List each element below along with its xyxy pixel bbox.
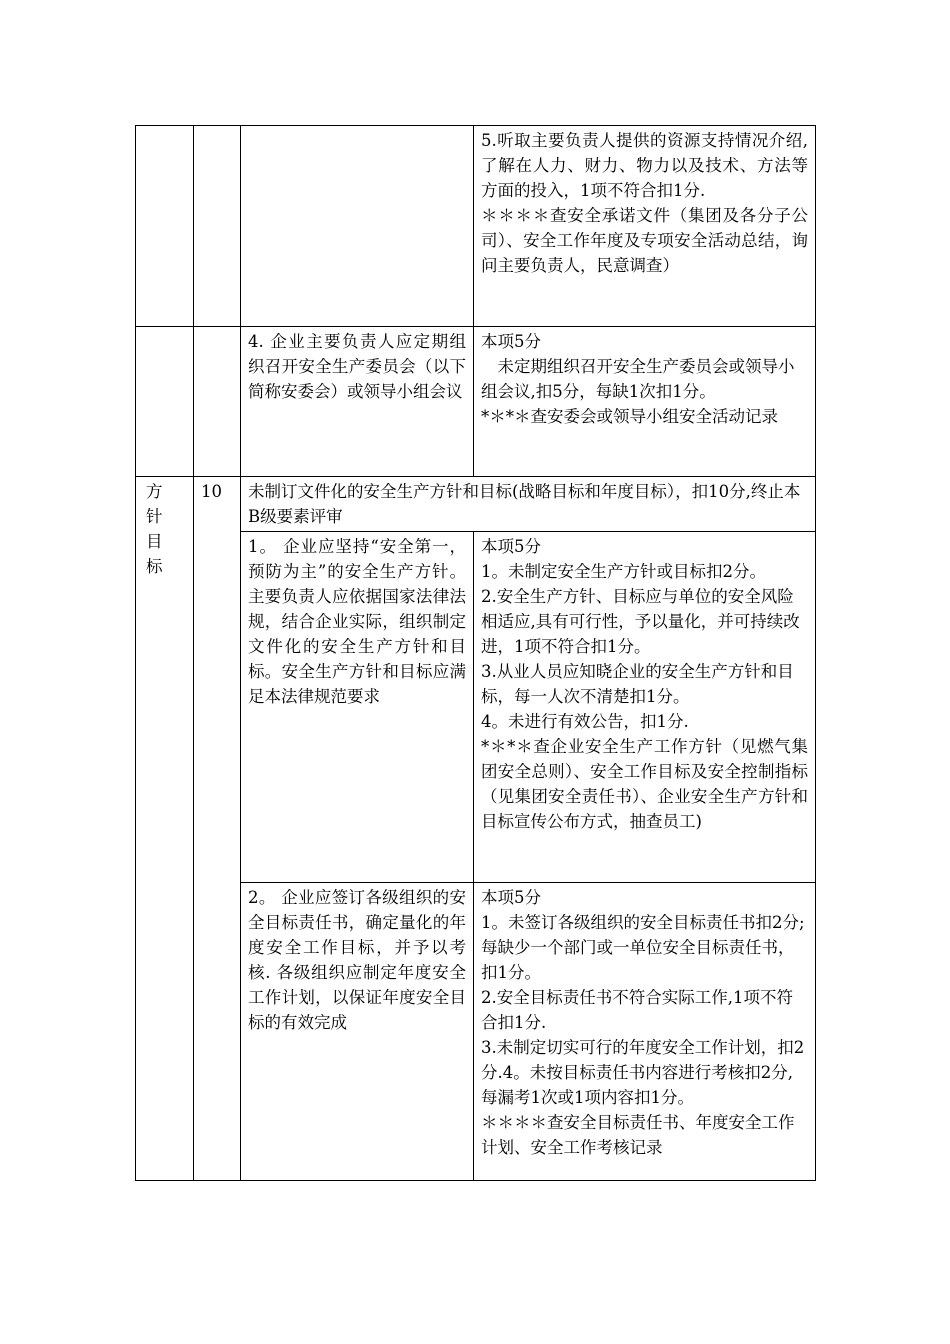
category-char: 方	[146, 482, 163, 501]
requirement-text: 4. 企业主要负责人应定期组织召开安全生产委员会（以下简称安委会）或领导小组会议	[248, 332, 466, 401]
criteria-line: 5.听取主要负责人提供的资源支持情况介绍,了解在人力、财力、物力以及技术、方法等方面的投入，1项不符合扣1分.	[481, 131, 808, 200]
criteria-line: 4。未进行有效公告，扣1分.	[481, 712, 689, 731]
score-cell	[194, 327, 241, 477]
requirement-cell	[241, 126, 474, 327]
category-char: 针	[146, 507, 163, 526]
criteria-line: 2.安全目标责任书不符合实际工作,1项不符合扣1分.	[481, 988, 793, 1032]
requirement-cell	[241, 327, 474, 477]
category-cell	[136, 327, 194, 477]
criteria-line: 本项5分	[481, 332, 541, 351]
score-value: 10	[201, 482, 222, 501]
criteria-line: 未定期组织召开安全生产委员会或领导小组会议,扣5分，每缺1次扣1分。	[481, 357, 795, 401]
criteria-line: 3.从业人员应知晓企业的安全生产方针和目标，每一人次不清楚扣1分。	[481, 662, 794, 706]
summary-cell	[241, 477, 816, 532]
requirement-cell	[241, 532, 474, 883]
category-cell	[136, 477, 194, 1181]
criteria-cell	[474, 327, 816, 477]
category-cell	[136, 126, 194, 327]
criteria-line: 1。未签订各级组织的安全目标责任书扣2分;每缺少一个部门或一单位安全目标责任书，扣1分。	[481, 913, 805, 982]
score-cell	[194, 126, 241, 327]
criteria-line: 本项5分	[481, 537, 541, 556]
criteria-line: 1。未制定安全生产方针或目标扣2分。	[481, 562, 766, 581]
summary-text: 未制订文件化的安全生产方针和目标(战略目标和年度目标），扣10分,终止本B级要素评审	[248, 482, 801, 526]
criteria-cell	[474, 532, 816, 883]
score-cell	[194, 477, 241, 1181]
table-row	[136, 327, 816, 477]
category-char: 目	[146, 532, 163, 551]
table-row	[136, 477, 816, 532]
criteria-line: *＊*＊查安委会或领导小组安全活动记录	[481, 407, 778, 426]
criteria-line: 本项5分	[481, 888, 541, 907]
table-row	[136, 126, 816, 327]
evaluation-table	[135, 125, 816, 1181]
criteria-line: 2.安全生产方针、目标应与单位的安全风险相适应,具有可行性，予以量化，并可持续改进，1项不符合扣1分。	[481, 587, 800, 656]
criteria-line: ＊＊＊＊查安全承诺文件（集团及各分子公司）、安全工作年度及专项安全活动总结，询问主要负责人，民意调查）	[481, 206, 808, 275]
criteria-line: *＊*＊查企业安全生产工作方针（见燃气集团安全总则）、安全工作目标及安全控制指标（见集团安全责任书）、企业安全生产方针和目标宣传公布方式，抽查员工)	[481, 737, 808, 831]
criteria-line: 3.未制定切实可行的年度安全工作计划，扣2分.4。未按目标责任书内容进行考核扣2分,每漏考1次或1项内容扣1分。	[481, 1038, 805, 1107]
requirement-text: 2。 企业应签订各级组织的安全目标责任书，确定量化的年度安全工作目标，并予以考核. 各级组织应制定年度安全工作计划，以保证年度安全目标的有效完成	[248, 888, 466, 1032]
criteria-cell	[474, 883, 816, 1181]
requirement-text: 1。 企业应坚持“安全第一，预防为主”的安全生产方针。主要负责人应依据国家法律法规，结合企业实际，组织制定文件化的安全生产方针和目标。安全生产方针和目标应满足本法律规范要求	[248, 537, 466, 706]
criteria-line: ＊＊＊＊查安全目标责任书、年度安全工作计划、安全工作考核记录	[481, 1113, 795, 1157]
category-char: 标	[146, 557, 163, 576]
criteria-cell	[474, 126, 816, 327]
requirement-cell	[241, 883, 474, 1181]
